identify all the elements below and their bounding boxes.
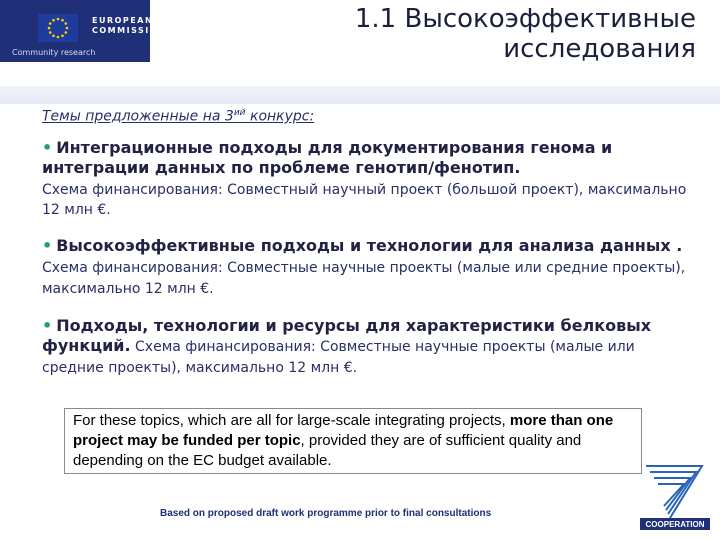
- eu-flag-icon: [38, 14, 78, 42]
- topic-item: [42, 236, 692, 299]
- topic-heading: [42, 138, 692, 178]
- topics-subtitle: [42, 108, 314, 125]
- flag-star: [61, 34, 64, 37]
- subtitle-prefix: Темы предложенные на 3: [42, 108, 234, 125]
- flag-star: [49, 31, 52, 34]
- footer-disclaimer: Based on proposed draft work programme prior to final consultations: [160, 508, 492, 519]
- funding-note-box: [64, 408, 642, 474]
- bullet-icon: •: [42, 236, 53, 255]
- flag-star: [64, 22, 67, 25]
- org-line-2: COMMISSION: [92, 26, 167, 35]
- topic-item: [42, 316, 692, 378]
- topic-funding: Схема финансирования: Совместные научные проекты (малые или средние проекты), максимально 12 млн €.: [42, 339, 635, 376]
- flag-star: [61, 19, 64, 22]
- flag-star: [52, 34, 55, 37]
- note-text: , provided they are of sufficient quality and depending on the EC budget available.: [73, 432, 582, 469]
- fp7-label: COOPERATION: [645, 520, 705, 529]
- flag-star: [57, 18, 60, 21]
- fp7-seven-icon: [640, 460, 710, 538]
- bullet-icon: •: [42, 138, 53, 157]
- header-band: [0, 86, 720, 104]
- fp7-cooperation-logo: [640, 460, 710, 542]
- topic-title: Подходы, технологии и ресурсы для характеристики белковых функций.: [42, 316, 652, 355]
- title-line-2: исследования: [503, 34, 696, 64]
- flag-star: [52, 19, 55, 22]
- flag-star: [64, 31, 67, 34]
- subtitle-suffix: конкурс:: [245, 108, 315, 125]
- european-commission-logo: [0, 0, 167, 62]
- note-text: For these topics, which are all for large-scale integrating projects,: [73, 412, 510, 429]
- org-line-1: EUROPEAN: [92, 16, 154, 25]
- title-line-1: 1.1 Высокоэффективные: [354, 4, 696, 34]
- bullet-icon: •: [42, 316, 53, 335]
- topic-heading: [42, 316, 692, 378]
- flag-star: [48, 27, 51, 30]
- note-emphasis: more than one project may be funded per topic: [73, 412, 614, 449]
- community-research-label: Community research: [12, 48, 96, 57]
- topic-heading: [42, 236, 692, 299]
- flag-star: [49, 22, 52, 25]
- slide-title: [256, 4, 696, 64]
- flag-star: [66, 27, 69, 30]
- topic-item: [42, 138, 692, 220]
- topic-funding: Схема финансирования: Совместный научный проект (большой проект), максимально 12 млн €.: [42, 182, 687, 218]
- topic-title: Интеграционные подходы для документирования генома и интеграции данных по проблеме генотип/фенотип.: [42, 138, 613, 177]
- topic-funding: Схема финансирования: Совместные научные проекты (малые или средние проекты), максимально 12 млн €.: [42, 260, 686, 297]
- flag-star: [57, 36, 60, 39]
- topic-title: Высокоэффективные подходы и технологии для анализа данных .: [56, 236, 683, 255]
- subtitle-superscript: ий: [233, 108, 246, 118]
- org-name: [92, 16, 166, 36]
